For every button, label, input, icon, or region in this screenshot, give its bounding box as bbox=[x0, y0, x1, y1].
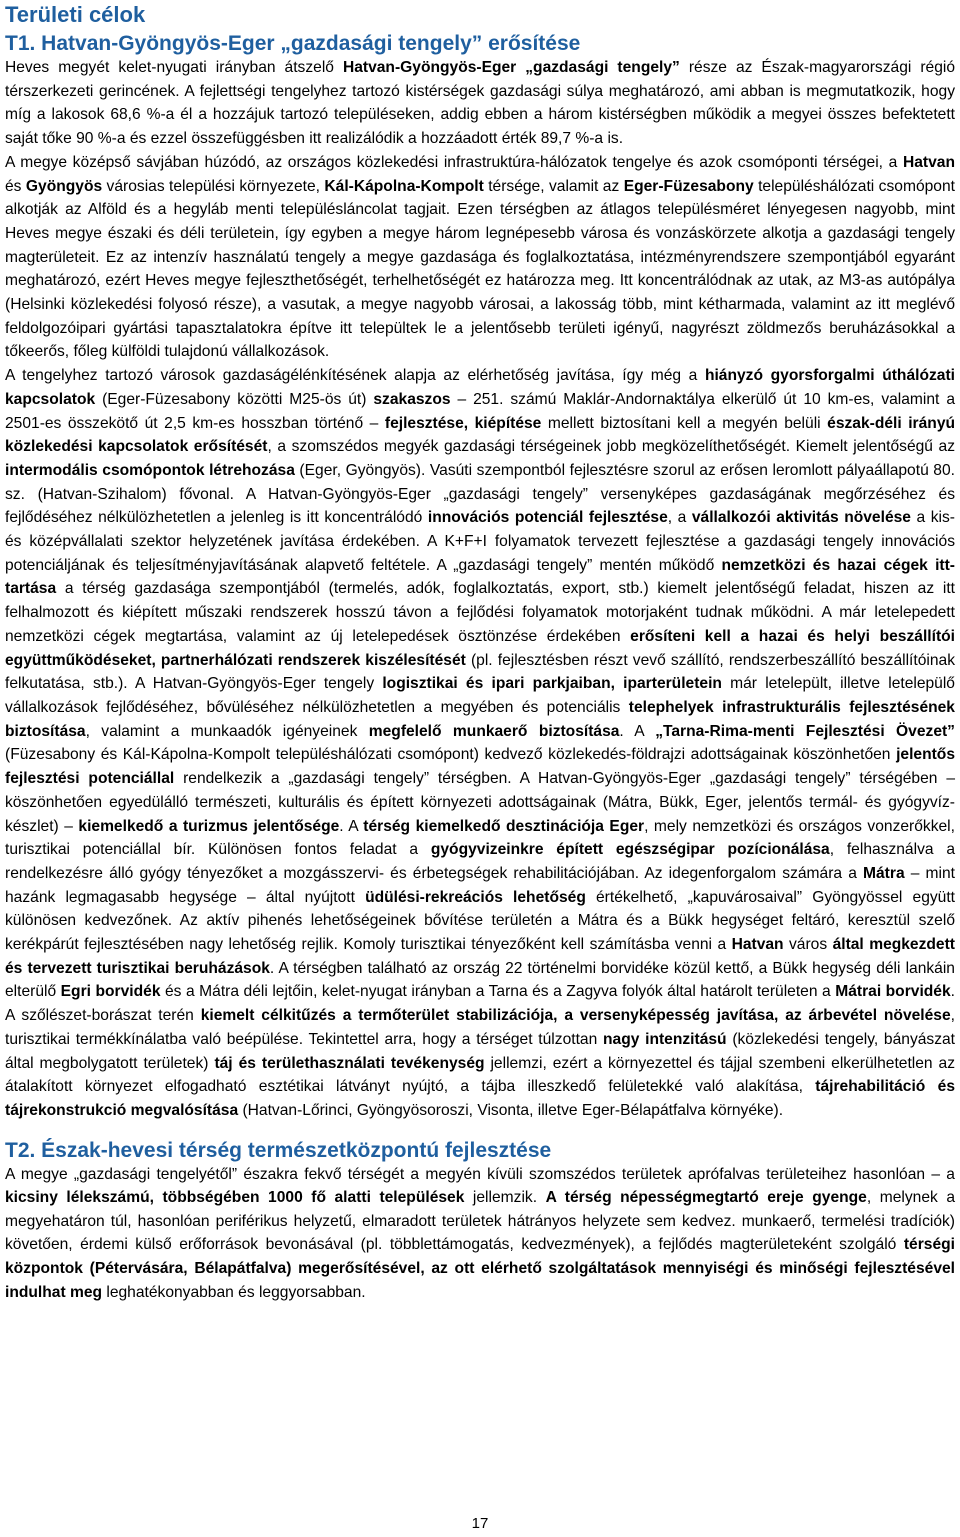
text-run: , valamint a munkaadók igényeinek bbox=[85, 722, 369, 740]
bold-text-run: térség kiemelkedő desztinációja Eger bbox=[363, 817, 645, 835]
bold-text-run: tájrehabilitáció és tájrekonstrukció megvalósítása bbox=[5, 1078, 955, 1119]
text-run: A tengelyhez tartozó városok gazdaságélénkítésének alapja az elérhetőség javítása, így még a bbox=[5, 367, 705, 385]
text-run: (Eger, Gyöngyös). Vasúti szempontból fejlesztésre szorul az erősen leromlott pályaállapotú 80. sz. (Hatvan-Szihalom) fővonal. A Hatvan-Gyöngyös-Eger „gazdasági tengely” versenyképes gazdaságának megőrzéséhez és fejlődéséhez nélkülözhetetlen a jelenleg is itt koncentrálódó bbox=[5, 461, 955, 527]
bold-text-run: kiemelkedő a turizmus jelentősége bbox=[78, 817, 340, 835]
text-run: , felhasználva a rendelkezésre álló gyógy tényezőket a mozgásszervi- és érbetegségek rehabilitációjában. Az idegenforgalom számára a bbox=[5, 841, 955, 882]
bold-text-run: szakaszos bbox=[373, 390, 451, 408]
text-run: , turisztikai termékkínálatba való beépülése. Tekintettel arra, hogy a térséget túlzottan bbox=[5, 1007, 955, 1048]
text-run: része az Észak-magyarországi régió térszerkezeti gerincének. A fejlettségi tengelyhez tartozó kistérségek gazdasági súlya meghatározó, ami abban is megmutatkozik, hogy míg a lakosok 68,6 %-a él a hozzájuk tartozó településeken, addig ebben a három kistérségben működik a megyei összes befektetett saját tőke 90 %-a és ezzel összefüggésben itt realizálódik a hozzáadott érték 89,7 %-a is. bbox=[5, 59, 956, 148]
text-run: , a bbox=[667, 509, 692, 527]
bold-text-run: által megkezdett és tervezett turisztikai beruházások bbox=[5, 936, 955, 977]
page-heading: Területi célok bbox=[5, 2, 146, 27]
text-run: településhálózati csomópont alkotják az Alföld és a hegyláb menti településláncolat tagjait. Ezen térségben az átlagos településméret lényegesen nagyobb, mint Heves megye északi és déli területein, így egyben a megye három legnépesebb városa és vonzáskörzete alkotja a gazdasági tengely magterületeit. Ez az intenzív használatú tengely a megye gazdasága és foglalkoztatása, intézményrendszere szempontjából egyaránt meghatározó, ezért Heves megye fejleszthetőségét, terhelhetőségét ez határozza meg. Itt koncentrálódnak az utak, az M3-as autópálya (Helsinki közlekedési folyosó része), a vasutak, a megye nagyobb városai, a lakosság több, mint kétharmada, valamint az itt meglévő feldolgozóipari gyártási tapasztalatokra építve itt települtek le a jelentősebb területi igényű, nagyrészt zöldmezős beruházásokkal a tőkeerős, főleg külföldi tulajdonú vállalkozások. bbox=[5, 177, 955, 361]
text-run: Heves megyét kelet-nyugati irányban átszelő bbox=[5, 59, 343, 76]
text-run: , a szomszédos megyék gazdasági térségeinek jobb megközelíthetőségét. Kiemelt jelentőségű az bbox=[267, 438, 955, 456]
text-run: . A szőlészet-borászat terén bbox=[5, 983, 955, 1025]
text-run: térsége, valamit az bbox=[483, 177, 624, 195]
text-run: jellemzik. bbox=[464, 1189, 546, 1207]
text-run: (Hatvan-Lőrinci, Gyöngyösoroszi, Visonta, illetve Eger-Bélapátfalva környéke). bbox=[238, 1101, 784, 1119]
section-title-t2: T2. Észak-hevesi térség természetközpontú fejlesztése bbox=[5, 1138, 552, 1162]
text-run: – mint hazánk legmagasabb hegysége – által nyújtott bbox=[5, 864, 956, 906]
bold-text-run: nagy intenzitású bbox=[603, 1030, 727, 1048]
bold-text-run: észak-déli irányú közlekedési kapcsolatok erősítését bbox=[5, 414, 956, 456]
text-run: (Füzesabony és Kál-Kápolna-Kompolt településhálózati csomópont) kedvező közlekedés-földrajzi adottságainak köszönhetően bbox=[5, 746, 897, 764]
text-run: leghatékonyabban és leggyorsabban. bbox=[102, 1283, 366, 1301]
bold-text-run: nemzetközi és hazai cégek itt-tartása bbox=[5, 556, 955, 598]
bold-text-run: A térség népességmegtartó ereje gyenge bbox=[545, 1189, 867, 1207]
bold-text-run: megfelelő munkaerő biztosítása bbox=[368, 722, 620, 740]
bold-text-run: jelentős fejlesztési potenciállal bbox=[5, 746, 955, 788]
bold-text-run: Mátrai borvidék bbox=[835, 983, 951, 1001]
text-run: rendelkezik a „gazdasági tengely” térségben. A Hatvan-Gyöngyös-Eger „gazdasági tengely” térségében – köszönhetően egyedülálló természeti, kulturális és épített környezeti adottságainak (Mátra, Bükk, Eger, jelentős termál- és gyógyvíz-készlet) – bbox=[5, 770, 955, 835]
bold-text-run: táj és területhasználati tevékenység bbox=[214, 1054, 485, 1072]
t1-paragraph-2 bbox=[5, 151, 955, 364]
bold-text-run: Hatvan-Gyöngyös-Eger „gazdasági tengely” bbox=[342, 59, 680, 76]
text-run: – 251. számú Maklár-Andornaktálya elkerülő út 10 km-es, valamint a 2501-es összekötő út 2,5 km-es hosszban történő – bbox=[5, 390, 955, 432]
section-title-t1: T1. Hatvan-Gyöngyös-Eger „gazdasági tengely” erősítése bbox=[5, 32, 581, 55]
text-run: (Eger-Füzesabony közötti M25-ös út) bbox=[95, 390, 374, 408]
text-run: és a Mátra déli lejtőin, kelet-nyugat irányban a Tarna és a Zagyva folyók által határolt területen a bbox=[160, 983, 836, 1001]
bold-text-run: Hatvan bbox=[903, 153, 955, 171]
bold-text-run: innovációs potenciál fejlesztése bbox=[427, 509, 668, 527]
bold-text-run: Eger-Füzesabony bbox=[623, 177, 754, 195]
document-page bbox=[5, 0, 955, 1304]
text-run: értékelhető, „kapuvárosaival” Gyöngyössel együtt különösen kedvezőnek. Az aktív pihenés lehetőségeinek bővítése területén a Mátra és a Bükk hegységet feltáró, keresztül szelő kerékpárút fejlesztésében nagy lehetőség rejlik. Komoly turisztikai tényezőként kell számításba venni a bbox=[5, 888, 956, 954]
bold-text-run: Mátra bbox=[863, 864, 905, 882]
bold-text-run: „Tarna-Rima-menti Fejlesztési Övezet” bbox=[655, 722, 955, 740]
t2-paragraph-1 bbox=[5, 1163, 955, 1305]
text-run: . A bbox=[339, 817, 364, 835]
bold-text-run: Kál-Kápolna-Kompolt bbox=[324, 177, 484, 195]
bold-text-run: Hatvan bbox=[731, 936, 784, 954]
text-run: jellemzi, ezért a környezettel és tájjal szembeni elkerülhetetlen az átalakított környezet elfogadható esztétikai látványt nyújtó, a tájba illeszkedő felületekké való alakítása, bbox=[5, 1054, 956, 1096]
text-run: város bbox=[783, 936, 833, 954]
text-run: A megye „gazdasági tengelyétől” északra fekvő térségét a megyén kívüli szomszédos területek aprófalvas területeihez hasonlóan – a bbox=[5, 1165, 955, 1183]
text-run: városias települési környezete, bbox=[102, 177, 325, 195]
bold-text-run: hiányzó gyorsforgalmi úthálózati kapcsolatok bbox=[5, 367, 955, 408]
bold-text-run: erősíteni kell a hazai és helyi beszállítói együttműködéseket, partnerhálózati rendszerek kiszélesítését bbox=[5, 627, 955, 669]
bold-text-run: logisztikai és ipari parkjaiban, iparterületein bbox=[382, 675, 722, 693]
bold-text-run: fejlesztése, kiépítése bbox=[384, 414, 542, 432]
bold-text-run: Egri borvidék bbox=[60, 983, 161, 1001]
t1-paragraph-3 bbox=[5, 364, 955, 1123]
bold-text-run: üdülési-rekreációs lehetőség bbox=[365, 888, 586, 906]
text-run: , melynek a megyehatáron túl, hasonlóan periférikus helyzetű, elmaradott területek hátrányos helyzete sem kedvez. munkaerő, termelési tradíciók) követően, érdemi külső erőforrások bevonásával (pl. többlettámogatás, kedvezmények), a fejlődés magterületeként szolgáló bbox=[5, 1189, 955, 1254]
bold-text-run: vállalkozói aktivitás növelése bbox=[691, 509, 911, 527]
text-run: A megye középső sávjában húzódó, az országos közlekedési infrastruktúra-hálózatok tengelye és azok csomóponti térségei, a bbox=[5, 153, 903, 171]
text-run: (közlekedési tengely, bányászat által megbolygatott területek) bbox=[5, 1030, 956, 1072]
page-number: 17 bbox=[471, 1515, 489, 1532]
bold-text-run: kicsiny lélekszámú, többségében 1000 fő alatti települések bbox=[5, 1189, 465, 1207]
t1-paragraph-1 bbox=[5, 56, 955, 151]
text-run: , mely nemzetközi és országos vonzerőkkel, turisztikai potenciállal bír. Különösen fontos feladat a bbox=[5, 817, 955, 859]
bold-text-run: gyógyvizeinkre épített egészségipar pozícionálása bbox=[430, 841, 830, 859]
text-run: . A bbox=[619, 722, 656, 740]
text-run: mellett biztosítani kell a megyén belüli bbox=[541, 414, 828, 432]
text-run: és bbox=[5, 177, 26, 195]
bold-text-run: intermodális csomópontok létrehozása bbox=[5, 461, 295, 479]
text-run: (pl. fejlesztésben részt vevő szállító, rendszerbeszállító beszállítóinak felkutatása, stb.). A Hatvan-Gyöngyös-Eger tengely bbox=[5, 651, 956, 693]
bold-text-run: térségi központok (Pétervására, Bélapátfalva) megerősítésével, az ott elérhető szolgáltatások mennyiségi és minőségi fejlesztésével indulhat meg bbox=[5, 1236, 955, 1301]
bold-text-run: kiemelt célkitűzés a termőterület stabilizációja, a versenyképesség javítása, az árbevétel növelése bbox=[200, 1007, 951, 1025]
text-run: már letelepült, illetve letelepülő vállalkozások fejlődéséhez, bővüléséhez nélkülözhetetlen a megyében és potenciális bbox=[5, 675, 955, 716]
text-run: a kis- és középvállalati szektor helyzetének javítása érdekében. A K+F+I folyamatok tervezett fejlesztése a gazdasági tengely innovációs potenciáljának és teljesítményjavításának alapvető feltétele. A „gazdasági tengely” mentén működő bbox=[5, 509, 955, 574]
bold-text-run: Gyöngyös bbox=[25, 177, 103, 195]
text-run: . A térségben található az ország 22 történelmi borvidéke közül kettő, a Bükk hegység déli lankáin elterülő bbox=[5, 959, 955, 1001]
bold-text-run: telephelyek infrastrukturális fejlesztésének biztosítása bbox=[5, 698, 955, 740]
text-run: a térség gazdasága szempontjából (termelés, adók, foglalkoztatás, export, stb.) kiemelt jelentőségű feladat, hiszen az itt felhalmozott és kiépített műszaki rendszerek hosszú távon a fejlődési folyamatok motorjaként tudnak működni. A már letelepedett nemzetközi cégek megtartása, valamint az új letelepedések ösztönzése érdekében bbox=[5, 580, 955, 645]
